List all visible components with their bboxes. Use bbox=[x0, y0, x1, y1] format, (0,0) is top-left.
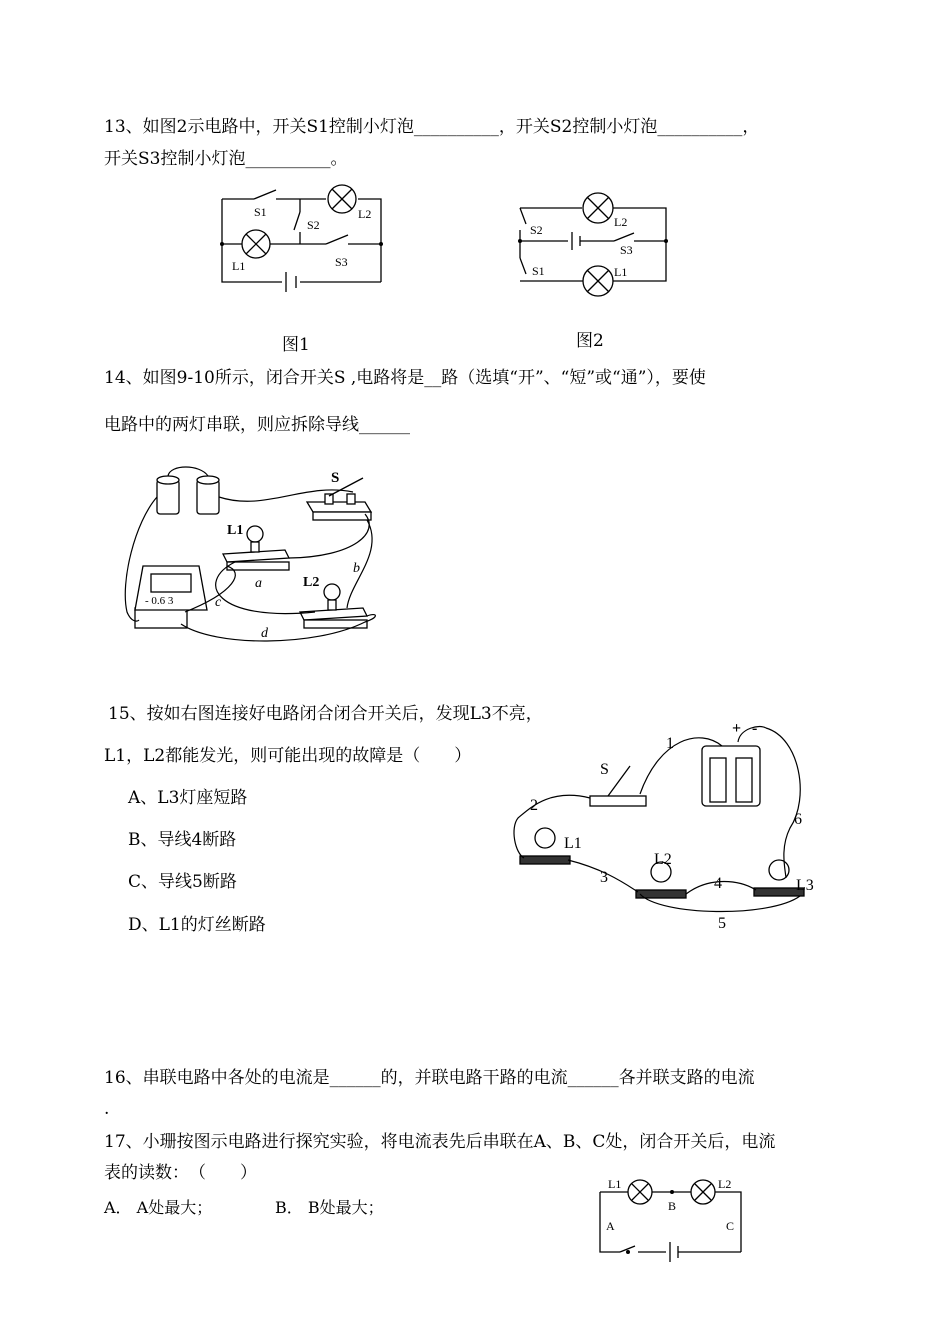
figure-2-caption: 图2 bbox=[576, 331, 604, 351]
figure-1-caption: 图1 bbox=[282, 335, 310, 355]
fig2-s1: S1 bbox=[532, 264, 545, 278]
q15-wire-1: 1 bbox=[666, 735, 674, 752]
q14-label-s: S bbox=[331, 470, 340, 486]
q15-label-plus: + bbox=[732, 720, 742, 737]
q15-option-a[interactable]: A、L3灯座短路 bbox=[128, 788, 248, 808]
fig1-l2: L2 bbox=[358, 207, 372, 221]
q14-label-c: c bbox=[215, 595, 222, 610]
q15-label-l3: L3 bbox=[796, 877, 814, 894]
q15-line1: 15、按如右图连接好电路闭合闭合开关后，发现L3不亮， bbox=[108, 704, 543, 724]
q17-option-b[interactable]: B． B处最大； bbox=[275, 1198, 384, 1217]
q15-label-l1: L1 bbox=[564, 835, 582, 852]
q15-circuit-picture bbox=[510, 718, 814, 938]
fig2-l1: L1 bbox=[614, 265, 628, 279]
q15-label-s: S bbox=[600, 761, 609, 778]
q17-circuit bbox=[590, 1172, 760, 1262]
q17-label-a: A bbox=[606, 1219, 615, 1233]
q14-meter-scale: - 0.6 3 bbox=[145, 595, 174, 607]
q15-wire-3: 3 bbox=[600, 869, 608, 886]
q17-option-a[interactable]: A． A处最大； bbox=[104, 1198, 213, 1217]
q16-line1: 16、串联电路中各处的电流是______的，并联电路干路的电流______各并联支路的电流 bbox=[104, 1068, 755, 1088]
q15-wire-4: 4 bbox=[714, 875, 722, 892]
q14-label-d: d bbox=[261, 626, 268, 641]
q17-label-c: C bbox=[726, 1219, 735, 1233]
q14-line1: 14、如图9-10所示，闭合开关S ,电路将是__路（选填“开”、“短”或“通”），要使 bbox=[104, 368, 706, 388]
figure-1-circuit bbox=[210, 182, 390, 302]
q14-label-l1: L1 bbox=[227, 523, 244, 538]
fig2-s2: S2 bbox=[530, 223, 543, 237]
fig1-l1: L1 bbox=[232, 259, 246, 273]
q17-line1: 17、小珊按图示电路进行探究实验，将电流表先后串联在A、B、C处，闭合开关后，电流 bbox=[104, 1132, 776, 1152]
q17-label-b: B bbox=[668, 1199, 677, 1213]
q14-circuit-picture bbox=[115, 462, 385, 652]
q17-label-l1: L1 bbox=[608, 1177, 622, 1191]
fig1-s3: S3 bbox=[335, 255, 348, 269]
q14-label-b: b bbox=[353, 561, 360, 576]
q15-option-b[interactable]: B、导线4断路 bbox=[128, 830, 237, 850]
q17-label-l2: L2 bbox=[718, 1177, 732, 1191]
q15-wire-6: 6 bbox=[794, 811, 802, 828]
q16-line2: . bbox=[104, 1099, 110, 1119]
q15-option-c[interactable]: C、导线5断路 bbox=[128, 872, 237, 892]
q15-line2: L1，L2都能发光，则可能出现的故障是（ ） bbox=[104, 746, 472, 766]
q14-label-l2: L2 bbox=[303, 575, 320, 590]
fig2-l2: L2 bbox=[614, 215, 628, 229]
q14-line2: 电路中的两灯串联，则应拆除导线______ bbox=[104, 415, 410, 435]
q15-label-l2: L2 bbox=[654, 851, 672, 868]
q13-line1: 13、如图2示电路中，开关S1控制小灯泡__________，开关S2控制小灯泡__________， bbox=[104, 117, 760, 137]
fig1-s1: S1 bbox=[254, 205, 267, 219]
q15-wire-5: 5 bbox=[718, 915, 726, 932]
q15-label-minus: - bbox=[752, 720, 758, 737]
q13-line2: 开关S3控制小灯泡__________。 bbox=[104, 149, 348, 169]
q15-option-d[interactable]: D、L1的灯丝断路 bbox=[128, 915, 266, 935]
q15-wire-2: 2 bbox=[530, 797, 538, 814]
q17-line2: 表的读数： （ ） bbox=[104, 1163, 257, 1183]
q14-label-a: a bbox=[255, 576, 262, 591]
figure-2-circuit bbox=[510, 186, 680, 306]
fig2-s3: S3 bbox=[620, 243, 633, 257]
fig1-s2: S2 bbox=[307, 218, 320, 232]
